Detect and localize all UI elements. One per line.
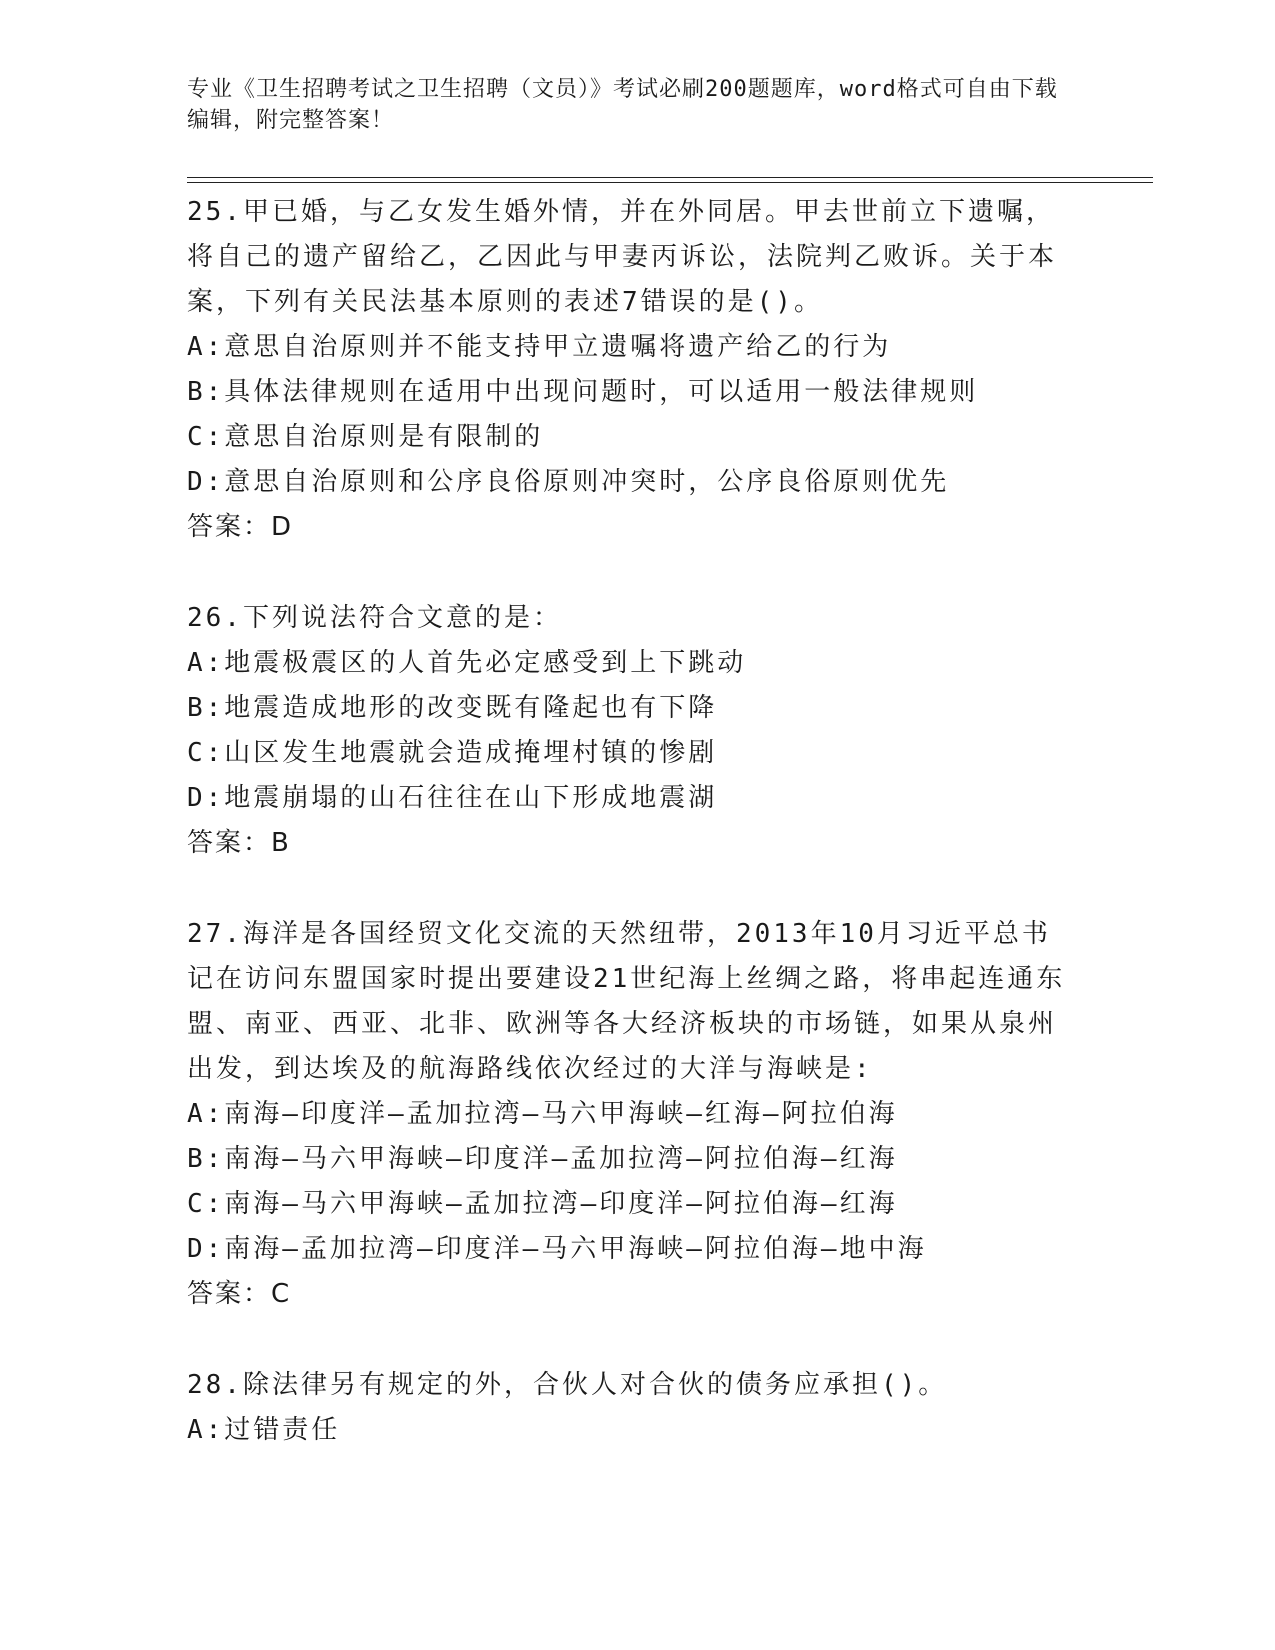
- question-text: 28.除法律另有规定的外，合伙人对合伙的债务应承担()。: [187, 1370, 948, 1400]
- option-c: C:山区发生地震就会造成掩埋村镇的惨剧: [187, 738, 718, 768]
- option-b: B:南海—马六甲海峡—印度洋—孟加拉湾—阿拉伯海—红海: [187, 1144, 898, 1174]
- option-d: D:意思自治原则和公序良俗原则冲突时，公序良俗原则优先: [187, 467, 950, 497]
- option-b: B:地震造成地形的改变既有隆起也有下降: [187, 693, 718, 723]
- answer: 答案：B: [187, 828, 291, 858]
- document-header: 专业《卫生招聘考试之卫生招聘（文员）》考试必刷200题题库，word格式可自由下载编辑，附完整答案！: [187, 77, 1058, 133]
- option-d: D:地震崩塌的山石往往在山下形成地震湖: [187, 783, 718, 813]
- answer: 答案：C: [187, 1279, 292, 1309]
- question-27: [187, 912, 1087, 1317]
- option-a: A:意思自治原则并不能支持甲立遗嘱将遗产给乙的行为: [187, 332, 892, 362]
- question-28: [187, 1363, 1087, 1453]
- question-text: 27.海洋是各国经贸文化交流的天然纽带，2013年10月习近平总书记在访问东盟国家时提出要建设21世纪海上丝绸之路，将串起连通东盟、南亚、西亚、北非、欧洲等各大经济板块的市场链，如果从泉州出发，到达埃及的航海路线依次经过的大洋与海峡是:: [187, 919, 1066, 1084]
- option-c: C:南海—马六甲海峡—孟加拉湾—印度洋—阿拉伯海—红海: [187, 1189, 898, 1219]
- option-a: A:过错责任: [187, 1415, 341, 1445]
- header-divider-top: [187, 177, 1153, 178]
- question-25: [187, 190, 1087, 550]
- option-c: C:意思自治原则是有限制的: [187, 422, 544, 452]
- answer: 答案：D: [187, 512, 294, 542]
- option-b: B:具体法律规则在适用中出现问题时，可以适用一般法律规则: [187, 377, 979, 407]
- question-26: [187, 596, 1087, 866]
- question-text: 25.甲已婚，与乙女发生婚外情，并在外同居。甲去世前立下遗嘱，将自己的遗产留给乙，乙因此与甲妻丙诉讼，法院判乙败诉。关于本案，下列有关民法基本原则的表述7错误的是()。: [187, 197, 1058, 317]
- option-d: D:南海—孟加拉湾—印度洋—马六甲海峡—阿拉伯海—地中海: [187, 1234, 927, 1264]
- option-a: A:南海—印度洋—孟加拉湾—马六甲海峡—红海—阿拉伯海: [187, 1099, 898, 1129]
- header-divider-bottom: [187, 182, 1153, 183]
- question-list: [187, 190, 1087, 1499]
- question-text: 26.下列说法符合文意的是：: [187, 603, 562, 633]
- option-a: A:地震极震区的人首先必定感受到上下跳动: [187, 648, 747, 678]
